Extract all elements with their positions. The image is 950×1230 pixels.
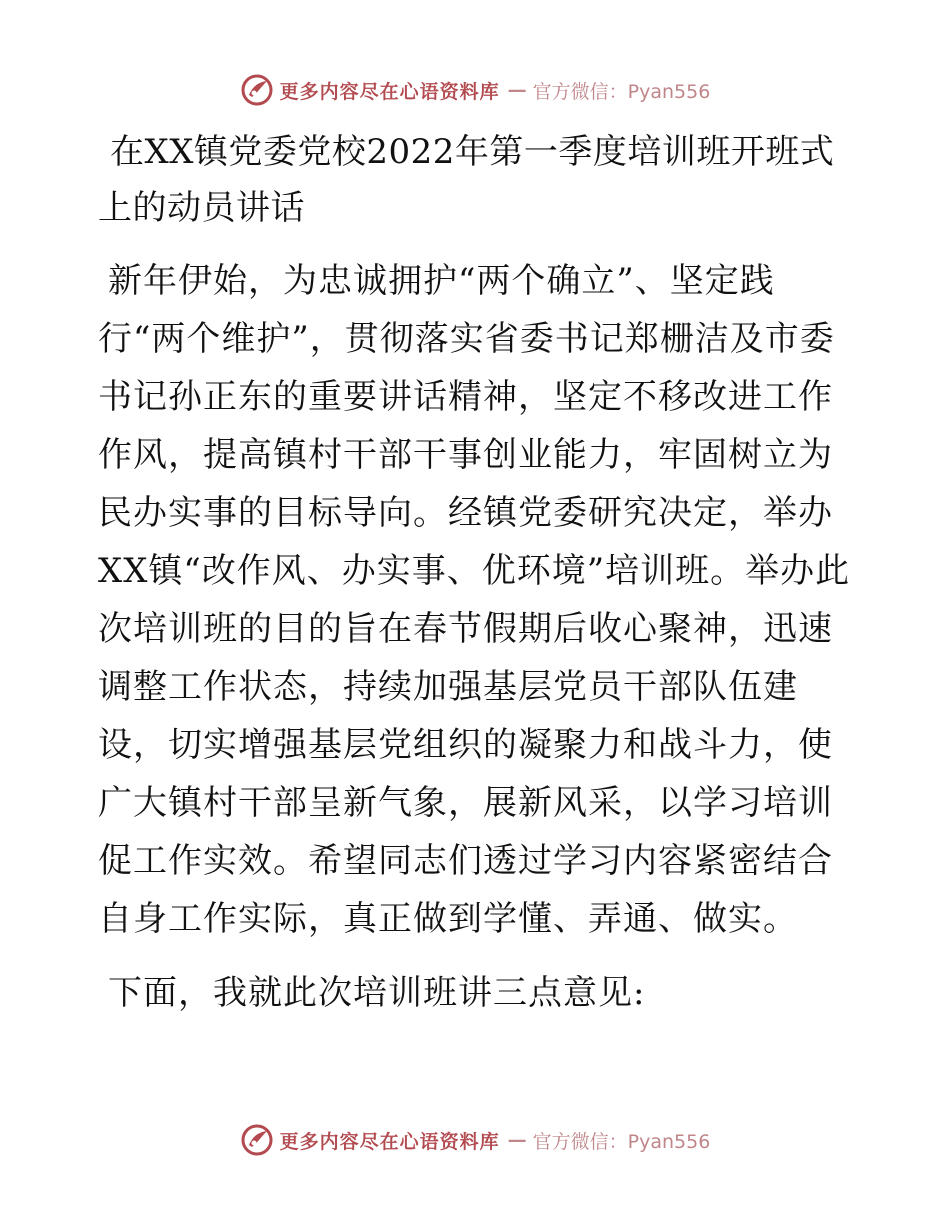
- banner-site-text: 更多内容尽在心语资料库: [279, 80, 500, 103]
- paragraph-1: 新年伊始，为忠诚拥护“两个确立”、坚定践行“两个维护”，贯彻落实省委书记郑栅洁及市委书记孙正东的重要讲话精神，坚定不移改进工作作风，提高镇村干部干事创业能力，牢固树立为民办实事的目标导向。经镇党委研究决定，举办XX镇“改作风、办实事、优环境”培训班。举办此次培训班的目的旨在春节假期后收心聚神，迅速调整工作状态，持续加强基层党员干部队伍建设，切实增强基层党组织的凝聚力和战斗力，使广大镇村干部呈新气象，展新风采，以学习培训促工作实效。希望同志们透过学习内容紧密结合自身工作实际，真正做到学懂、弄通、做实。: [98, 261, 851, 939]
- document-body: [98, 124, 858, 1038]
- banner-site-text: 更多内容尽在心语资料库: [279, 1130, 500, 1153]
- document-title: 在XX镇党委党校2022年第一季度培训班开班式上的动员讲话: [98, 132, 835, 228]
- footer-watermark-banner: [0, 1120, 950, 1160]
- banner-official-account: 官方微信：Pyan556: [532, 1130, 711, 1153]
- paragraph-2: 下面，我就此次培训班讲三点意见:: [108, 973, 646, 1013]
- banner-official-account: 官方微信：Pyan556: [532, 80, 711, 103]
- header-watermark-banner: [0, 70, 950, 110]
- banner-separator: —: [507, 1129, 527, 1151]
- banner-separator: —: [507, 79, 527, 101]
- banner-inner: [240, 73, 711, 107]
- logo-icon: [240, 73, 274, 107]
- logo-icon: [240, 1123, 274, 1157]
- banner-inner: [240, 1123, 711, 1157]
